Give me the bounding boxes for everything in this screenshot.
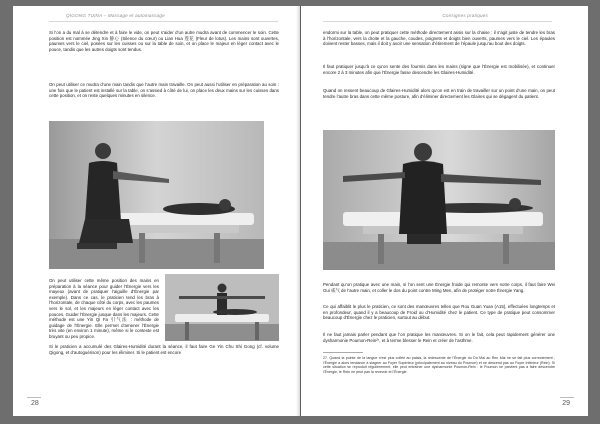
page-number-rule (27, 397, 41, 398)
paragraph-5: Ce qui affaiblit le plus le praticien, ce sont des manœuvres telles que Rou Guan Yuan (A15), effectuées longtemps et en profondeur, quand il y a beaucoup de Froid ou d’Humidité chez le patient. Ce type de pratique peut consommer beaucoup d’Énergie chez le praticien, surtout au début. (323, 304, 555, 321)
page-number: 28 (31, 400, 39, 407)
header-rule (49, 21, 278, 22)
paragraph-2: Il faut pratiquer jusqu’à ce qu’on sente des fourmis dans les mains (signe que l’Énergie est mobilisée), et continuer encore 2 à 3 minutes afin que l’Énergie fasse descendre les Glaires-Humidité. (323, 64, 555, 75)
footnote-27: 27. Quand la pointe de la langue n’est plus collée au palais, la redescente de l’Énergie du Du Mai au Ren Mai ne se fait plus correctement ; l’Énergie a alors tendance à stagner au Foyer Supérieur (principalement au niveau du Poumon) et ne descend pas au Foyer Inférieur (Rein). Si cette situation se reproduit régulièrement, elle peut entraîner une dysharmonie Poumon-Rein : le Poumon ne parvient pas à faire descendre l’Énergie, le Rein ne peut pas la recevoir et l’Énergie. (323, 356, 555, 374)
paragraph-4: Pendant qu’on pratique avec une main, si l’on sent une Énergie froide qui remonte vers notre corps, il faut faire Wei Gui 威气 de l’autre main, et coller le dos du point contre Ming Men, afin de protéger notre Énergie Yang. (323, 282, 555, 293)
paragraph-1: endormi sur la table, on peut pratiquer cette méthode directement assis sur la chaise : il s’agit juste de tendre les bras à l’horizontale, vers la droite et la gauche, coudes, poignets et doigts bien ouverts, paumes vers le ciel. Les épaules doivent rester basses, mais il doit y avoir une sensation d’étirement de l’épaule jusqu’au bout des doigts. (323, 30, 555, 47)
paragraph-3: Quand on ressent beaucoup de Glaires-Humidité alors qu’on est en train de travailler sur un point d’une main, on peut tendre l’autre bras dans cette même posture, afin d’éliminer directement les Glaires qui se dégagent du patient. (323, 88, 555, 99)
page-number-rule (560, 397, 574, 398)
paragraph-2: On peut utiliser ce mudra d’une main tandis que l’autre main travaille. On peut aussi l’utiliser en préparation au soin : une fois que le patient est installé sur la table, on s’assied à côté de lui, on place les deux mains sur les cuisses dans cette position, et on reste quelques minutes en silence. (49, 82, 279, 99)
page-number: 29 (562, 400, 570, 407)
photo-seated-practitioner-back (323, 130, 555, 270)
left-page (13, 6, 300, 416)
paragraph-1: Si l’on a du mal à se détendre et à faire le vide, on peut s’aider d’un autre mudra avant de commencer le soin. Cette position est nommée Jing Xin 静心 (Silence du cœur) ou Lian Hua 莲花 (Fleur de lotus). Les mains sont ouvertes, paumes vers le ciel, posées sur les cuisses ou sur la table de soin, et on place le majeur en léger contact avec le pouce, tandis que les autres doigts sont tendus. (49, 30, 279, 52)
photo-arms-outstretched (165, 274, 279, 341)
header-rule (323, 21, 552, 22)
right-page (301, 6, 588, 416)
photo-practitioner-arm-extended (49, 121, 264, 269)
footnote-rule (323, 352, 363, 353)
paragraph-6: Il ne faut jamais parler pendant que l’on pratique les manœuvres. Si on le fait, cela peut rapidement générer une dysharmonie Poumon-Rein²⁷, et à terme blesser le Rein et créer de l’asthme. (323, 332, 555, 343)
running-header: QIGONG TUINA – Massage et automassage (66, 13, 165, 18)
running-header: Consignes pratiques (442, 13, 488, 18)
paragraph-3: On peut utiliser cette même position des mains en préparation à la séance pour guider l’Énergie vers les mayeux (avant de pratiquer l’aiguille d’Énergie par exemple). Dans ce cas, le praticien tend les bras à l’horizontale, de chaque côté du corps, avec les paumes vers le sol, et les majeurs en léger contact avec les pouces. Guider l’Énergie jusque dans les majeurs. Cette méthode est une Yin Qi Fa 引气法 : méthode de guidage de l’Énergie. Elle permet d’amener l’Énergie très vite (en environ 1 minute), même si le contexte est bruyant ou peu propice. (49, 278, 159, 339)
paragraph-4: Si le praticien a accumulé des Glaires-Humidité durant la séance, il faut faire Ge Yin Chu Shi Gong (cf. volume Qigong, et d’autoguérison) pour les éliminer. Si le patient est encore (49, 344, 279, 355)
